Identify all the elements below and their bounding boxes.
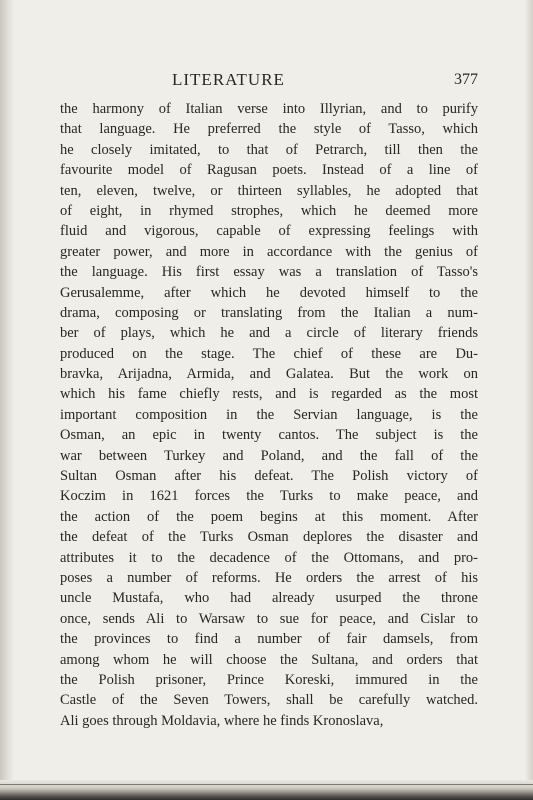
text-line: the Polish prisoner, Prince Koreski, immured in the [60,671,478,688]
text-line: fluid and vigorous, capable of expressing feelings with [60,223,478,240]
text-line: Osman, an epic in twenty cantos. The subject is the [60,427,478,444]
text-line: drama, composing or translating from the Italian a num- [60,304,478,321]
text-line: bravka, Arijadna, Armida, and Galatea. But the work on [60,366,478,383]
text-line: once, sends Ali to Warsaw to sue for peace, and Cislar to [60,610,478,627]
text-line: the action of the poem begins at this moment. After [60,508,478,525]
running-head [60,70,478,94]
page-edge-shadow [525,0,533,800]
text-line: Sultan Osman after his defeat. The Polish victory of [60,468,478,485]
page-bottom-edge [0,780,533,800]
page-bottom-rule [0,784,533,785]
text-line: he closely imitated, to that of Petrarch, till then the [60,141,478,158]
text-line: attributes it to the decadence of the Ottomans, and pro- [60,549,478,566]
text-line: the provinces to find a number of fair damsels, from [60,631,478,648]
running-title: LITERATURE [172,70,285,89]
text-line: uncle Mustafa, who had already usurped the throne [60,590,478,607]
text-line: of eight, in rhymed strophes, which he deemed more [60,202,478,219]
text-line: produced on the stage. The chief of these are Du- [60,345,478,362]
text-line: Koczim in 1621 forces the Turks to make peace, and [60,488,478,505]
text-line: ten, eleven, twelve, or thirteen syllables, he adopted that [60,182,478,199]
text-line: which his fame chiefly rests, and is regarded as the most [60,386,478,403]
page-gutter-shadow [0,0,14,800]
text-line: that language. He preferred the style of Tasso, which [60,121,478,138]
text-line: among whom he will choose the Sultana, and orders that [60,651,478,668]
page-number: 377 [454,71,478,88]
text-line: the defeat of the Turks Osman deplores the disaster and [60,529,478,546]
body-text [60,99,478,731]
text-line: important composition in the Servian language, is the [60,406,478,423]
text-line: ber of plays, which he and a circle of literary friends [60,325,478,342]
text-line: the language. His first essay was a translation of Tasso's [60,264,478,281]
text-line: war between Turkey and Poland, and the fall of the [60,447,478,464]
text-line: poses a number of reforms. He orders the arrest of his [60,569,478,586]
text-line: favourite model of Ragusan poets. Instead of a line of [60,162,478,179]
text-line: greater power, and more in accordance with the genius of [60,243,478,260]
text-line: Ali goes through Moldavia, where he finds Kronoslava, [60,712,384,729]
text-line: the harmony of Italian verse into Illyrian, and to purify [60,101,478,117]
text-line: Castle of the Seven Towers, shall be carefully watched. [60,692,478,709]
text-line: Gerusalemme, after which he devoted himself to the [60,284,478,301]
